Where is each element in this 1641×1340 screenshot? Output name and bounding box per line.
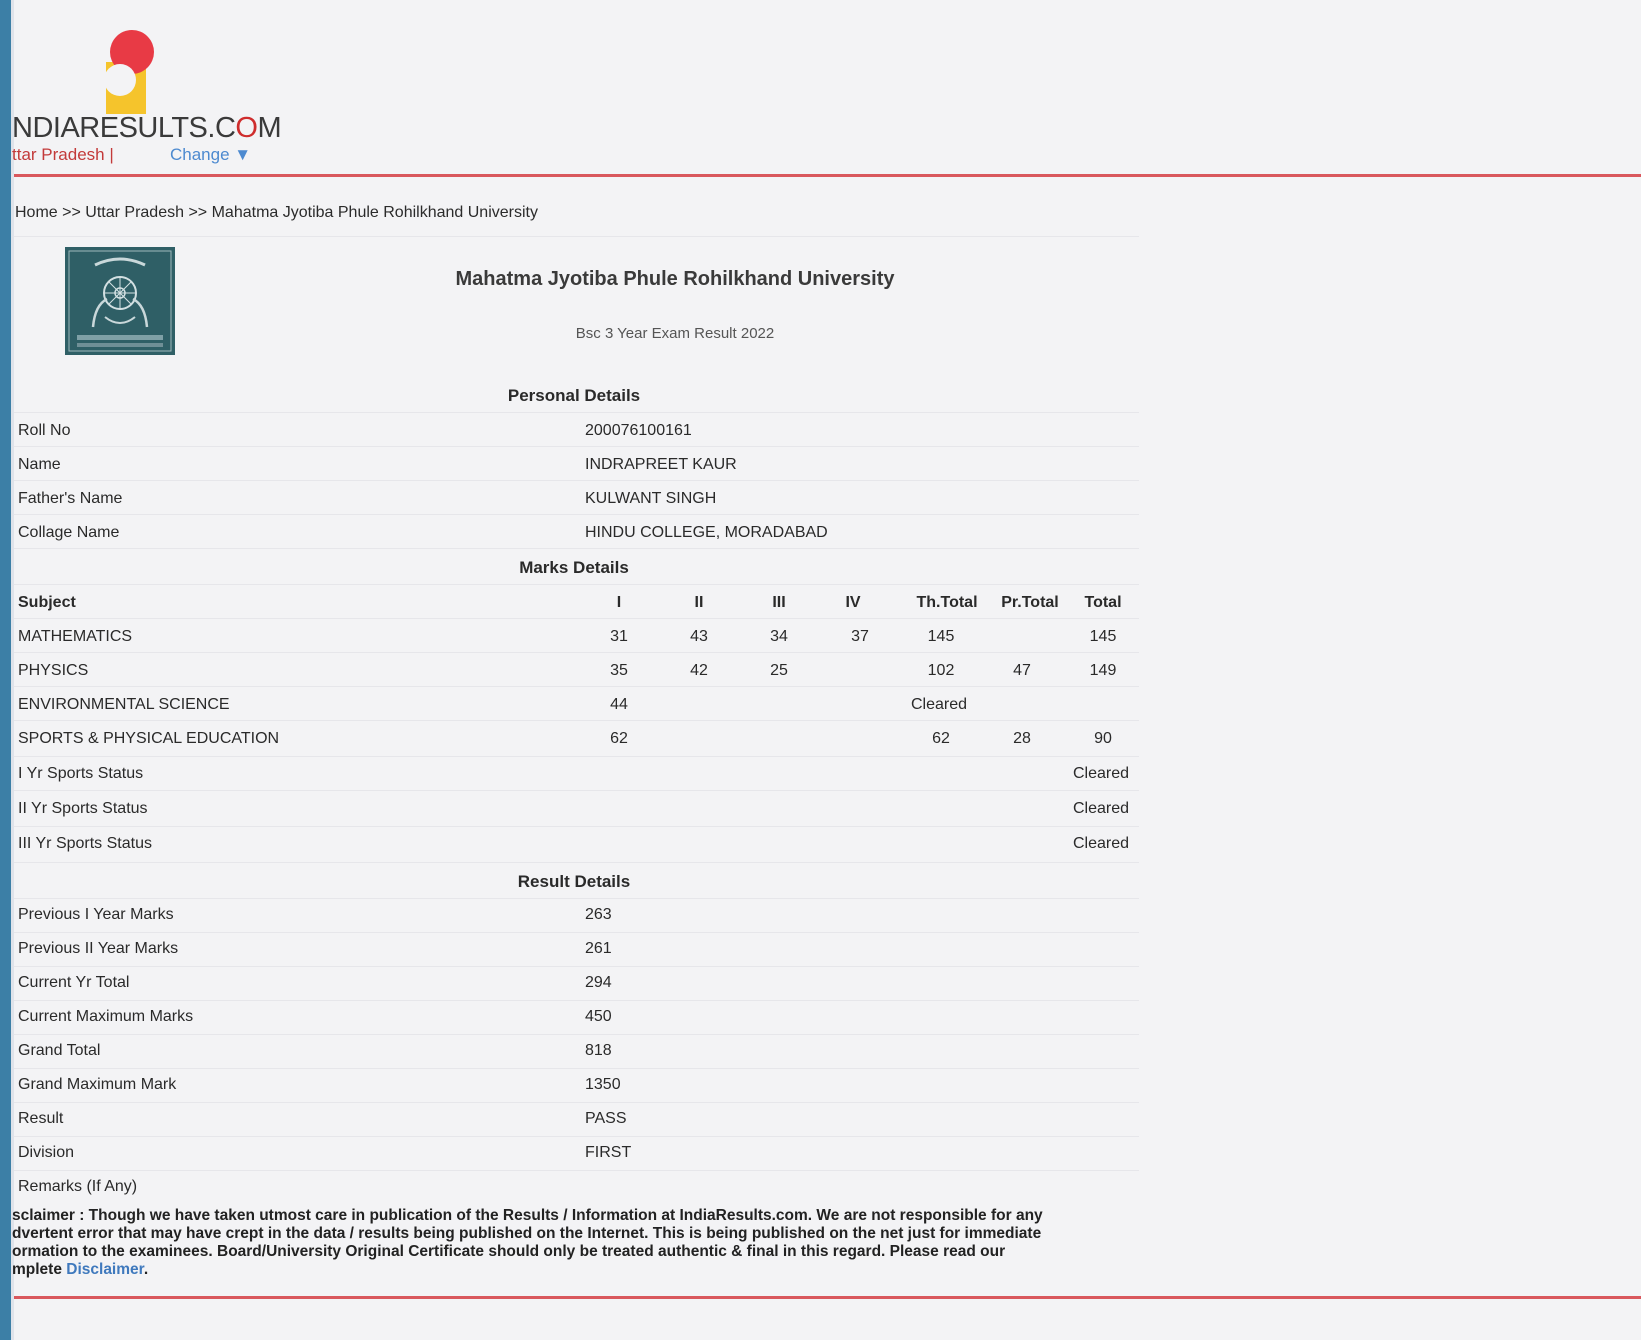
personal-details-heading: Personal Details bbox=[507, 386, 641, 405]
divider bbox=[14, 1034, 1139, 1035]
mark-cell: 149 bbox=[1089, 662, 1117, 679]
divider bbox=[14, 756, 1139, 757]
sports-status-label: III Yr Sports Status bbox=[18, 835, 152, 852]
mark-cell: 42 bbox=[690, 662, 708, 679]
divider bbox=[14, 1068, 1139, 1069]
result-value: 818 bbox=[585, 1042, 612, 1059]
subject-name: ENVIRONMENTAL SCIENCE bbox=[18, 696, 230, 713]
sports-status-label: II Yr Sports Status bbox=[18, 800, 148, 817]
mark-cell: 47 bbox=[1013, 662, 1031, 679]
college-name-value: HINDU COLLEGE, MORADABAD bbox=[585, 524, 828, 541]
mark-cell: 145 bbox=[927, 628, 955, 645]
divider bbox=[14, 480, 1139, 481]
divider bbox=[14, 236, 1139, 237]
result-label: Remarks (If Any) bbox=[18, 1178, 138, 1195]
result-value: 263 bbox=[585, 906, 612, 923]
sports-status-label: I Yr Sports Status bbox=[18, 765, 144, 782]
sports-status-value: Cleared bbox=[1072, 765, 1130, 782]
subject-name: SPORTS & PHYSICAL EDUCATION bbox=[18, 730, 280, 747]
divider bbox=[14, 1102, 1139, 1103]
divider bbox=[14, 686, 1139, 687]
col-i: I bbox=[616, 594, 622, 611]
divider bbox=[14, 514, 1139, 515]
mark-cell: 35 bbox=[610, 662, 628, 679]
result-value: 1350 bbox=[585, 1076, 621, 1093]
result-value: 261 bbox=[585, 940, 612, 957]
divider bbox=[14, 1170, 1139, 1171]
col-ii: II bbox=[694, 594, 704, 611]
roll-no-label: Roll No bbox=[18, 422, 71, 439]
mark-cell: 25 bbox=[770, 662, 788, 679]
mark-cell: 28 bbox=[1013, 730, 1031, 747]
result-label: Previous II Year Marks bbox=[18, 940, 179, 957]
breadcrumb: Home >> Uttar Pradesh >> Mahatma Jyotiba Phule Rohilkhand University bbox=[15, 204, 538, 221]
change-region-button[interactable]: Change ▼ bbox=[170, 145, 252, 164]
col-subject: Subject bbox=[18, 594, 76, 611]
mark-cell: Cleared bbox=[910, 696, 968, 713]
subject-name: MATHEMATICS bbox=[18, 628, 133, 645]
university-title: Mahatma Jyotiba Phule Rohilkhand University bbox=[455, 268, 895, 290]
name-label: Name bbox=[18, 456, 61, 473]
left-edge-bar bbox=[0, 0, 11, 1340]
left-edge-shadow bbox=[11, 0, 14, 1340]
site-logo[interactable] bbox=[12, 28, 282, 168]
divider bbox=[14, 652, 1139, 653]
divider bbox=[14, 1000, 1139, 1001]
result-label: Grand Maximum Mark bbox=[18, 1076, 177, 1093]
mark-cell: 62 bbox=[610, 730, 628, 747]
result-value: 294 bbox=[585, 974, 612, 991]
divider bbox=[14, 790, 1139, 791]
name-value: INDRAPREET KAUR bbox=[585, 456, 737, 473]
exam-title: Bsc 3 Year Exam Result 2022 bbox=[575, 325, 775, 342]
col-total: Total bbox=[1084, 594, 1122, 611]
sports-status-value: Cleared bbox=[1072, 835, 1130, 852]
logo-text: NDIARESULTS.COM bbox=[12, 112, 282, 144]
divider bbox=[14, 826, 1139, 827]
mark-cell: 62 bbox=[932, 730, 950, 747]
divider bbox=[14, 618, 1139, 619]
divider bbox=[14, 898, 1139, 899]
result-label: Result bbox=[18, 1110, 64, 1127]
divider bbox=[14, 412, 1139, 413]
divider bbox=[14, 862, 1139, 863]
mark-cell: 90 bbox=[1094, 730, 1112, 747]
divider bbox=[14, 966, 1139, 967]
mark-cell: 37 bbox=[851, 628, 869, 645]
result-value: 450 bbox=[585, 1008, 612, 1025]
logo-mark-icon bbox=[100, 28, 162, 116]
division-value: FIRST bbox=[585, 1144, 632, 1161]
mark-cell: 145 bbox=[1089, 628, 1117, 645]
col-th-total: Th.Total bbox=[916, 594, 978, 611]
sports-status-value: Cleared bbox=[1072, 800, 1130, 817]
mark-cell: 102 bbox=[927, 662, 955, 679]
col-pr-total: Pr.Total bbox=[1001, 594, 1059, 611]
result-label: Current Maximum Marks bbox=[18, 1008, 194, 1025]
mark-cell: 44 bbox=[610, 696, 628, 713]
university-seal-icon bbox=[65, 247, 175, 355]
header-divider bbox=[14, 174, 1641, 177]
roll-no-value: 200076100161 bbox=[585, 422, 692, 439]
marks-details-heading: Marks Details bbox=[519, 558, 629, 577]
result-status-value: PASS bbox=[585, 1110, 627, 1127]
disclaimer-link[interactable]: Disclaimer bbox=[66, 1261, 144, 1278]
footer-divider bbox=[14, 1296, 1641, 1299]
result-details-heading: Result Details bbox=[517, 872, 631, 891]
divider bbox=[14, 548, 1139, 549]
mark-cell: 31 bbox=[610, 628, 628, 645]
subject-name: PHYSICS bbox=[18, 662, 89, 679]
divider bbox=[14, 584, 1139, 585]
breadcrumb-home-link[interactable]: Home bbox=[15, 204, 58, 221]
divider bbox=[14, 932, 1139, 933]
region-label: ttar Pradesh | bbox=[12, 145, 114, 164]
mark-cell: 43 bbox=[690, 628, 708, 645]
breadcrumb-state-link[interactable]: Uttar Pradesh bbox=[85, 204, 184, 221]
mark-cell: 34 bbox=[770, 628, 788, 645]
fathers-name-value: KULWANT SINGH bbox=[585, 490, 717, 507]
divider bbox=[14, 1136, 1139, 1137]
result-label: Division bbox=[18, 1144, 75, 1161]
col-iii: III bbox=[772, 594, 786, 611]
result-label: Grand Total bbox=[18, 1042, 101, 1059]
divider bbox=[14, 720, 1139, 721]
divider bbox=[14, 446, 1139, 447]
result-label: Previous I Year Marks bbox=[18, 906, 174, 923]
breadcrumb-current: Mahatma Jyotiba Phule Rohilkhand University bbox=[211, 204, 538, 221]
college-name-label: Collage Name bbox=[18, 524, 120, 541]
result-label: Current Yr Total bbox=[18, 974, 130, 991]
col-iv: IV bbox=[845, 594, 861, 611]
fathers-name-label: Father's Name bbox=[18, 490, 123, 507]
disclaimer-text: sclaimer : Though we have taken utmost care in publication of the Results / Information at IndiaResults.com. We are not responsible for any dvertent error that may have crept in the data / results being published on the Internet. This is being published on the net just for immediate ormation to the examinees. Board/University Original Certificate should only be treated authentic & final in this regard. Please read our mplete Disclaimer. bbox=[12, 1207, 1043, 1278]
